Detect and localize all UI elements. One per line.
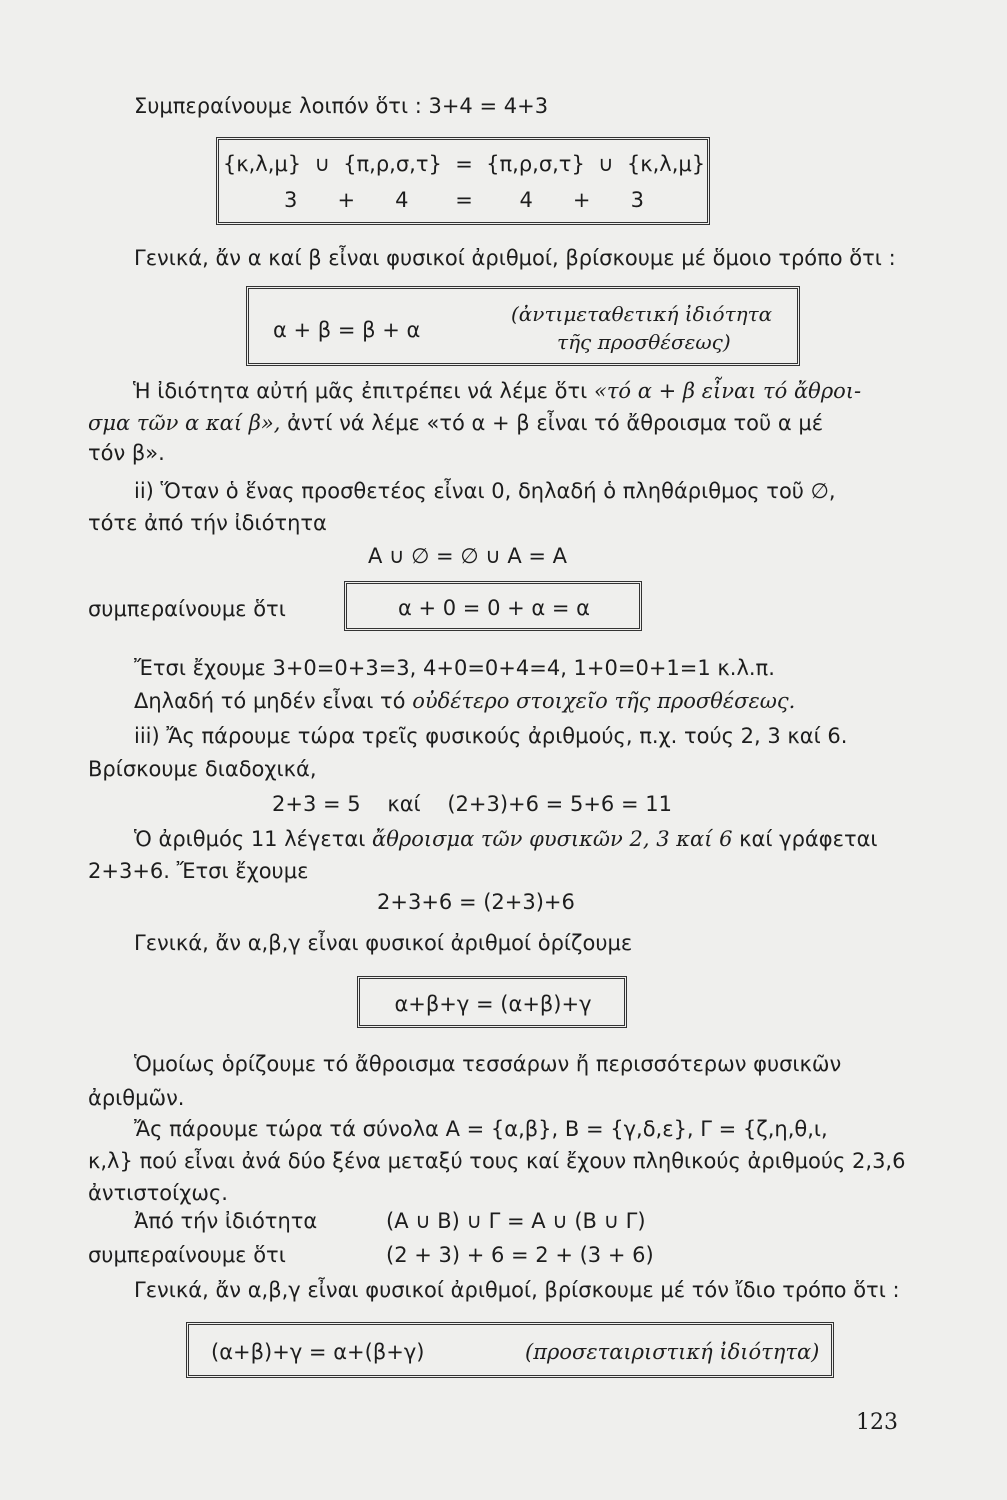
line-3-italic: «τό α + β εἶναι τό ἄθροι-	[593, 379, 862, 403]
associative-formula: (α+β)+γ = α+(β+γ)	[211, 1340, 425, 1364]
line-26: Γενικά, ἄν α,β,γ εἶναι φυσικοί ἀριθμοί, βρίσκουμε μέ τόν ἴδιο τρόπο ὅτι :	[134, 1278, 900, 1302]
line-15-text: Ὁ ἀριθμός 11 λέγεται	[134, 827, 373, 851]
line-19: Ὁμοίως ὁρίζουμε τό ἄθροισμα τεσσάρων ἤ περισσότερων φυσικῶν	[134, 1052, 842, 1076]
line-1: Συμπεραίνουμε λοιπόν ὅτι : 3+4 = 4+3	[134, 94, 549, 118]
line-13: Βρίσκουμε διαδοχικά,	[88, 757, 317, 781]
formula-box-row-numbers: 3 + 4 = 4 + 3	[284, 188, 644, 212]
formula-box-triple-sum	[357, 976, 627, 1028]
line-9: συμπεραίνουμε ὅτι	[88, 597, 286, 621]
line-25-formula: (2 + 3) + 6 = 2 + (3 + 6)	[386, 1243, 654, 1267]
line-23: ἀντιστοίχως.	[88, 1181, 228, 1205]
line-15-italic: ἄθροισμα τῶν φυσικῶν 2, 3 καί 6	[372, 827, 733, 851]
line-20: ἀριθμῶν.	[88, 1086, 185, 1110]
line-4-text: ἀντί νά λέμε «τό α + β εἶναι τό ἄθροισμα τοῦ α μέ	[280, 411, 824, 435]
line-17: 2+3+6 = (2+3)+6	[377, 890, 575, 914]
line-4	[88, 410, 823, 436]
line-24-label: Ἀπό τήν ἰδιότητα	[134, 1209, 318, 1233]
commutative-name-2: τῆς προσθέσεως)	[557, 330, 731, 354]
page-number: 123	[856, 1410, 898, 1435]
line-2: Γενικά, ἄν α καί β εἶναι φυσικοί ἀριθμοί, βρίσκουμε μέ ὅμοιο τρόπο ὅτι :	[134, 246, 896, 270]
line-14: 2+3 = 5 καί (2+3)+6 = 5+6 = 11	[272, 792, 672, 816]
line-15	[134, 826, 878, 852]
line-4-italic: σμα τῶν α καί β»,	[88, 411, 281, 435]
line-21: Ἄς πάρουμε τώρα τά σύνολα A = {α,β}, B = {γ,δ,ε}, Γ = {ζ,η,θ,ι,	[134, 1117, 828, 1141]
formula-box-commutative	[246, 286, 800, 366]
line-11-text: Δηλαδή τό μηδέν εἶναι τό	[134, 689, 413, 713]
zero-formula: α + 0 = 0 + α = α	[397, 596, 591, 620]
line-22: κ,λ} πού εἶναι ἀνά δύο ξένα μεταξύ τους καί ἔχουν πληθικούς ἀριθμούς 2,3,6	[88, 1149, 906, 1173]
line-12: iii) Ἄς πάρουμε τώρα τρεῖς φυσικούς ἀριθμούς, π.χ. τούς 2, 3 καί 6.	[134, 724, 848, 748]
formula-box-sets-example	[216, 137, 710, 225]
line-16: 2+3+6. Ἔτσι ἔχουμε	[88, 859, 309, 883]
triple-sum-formula: α+β+γ = (α+β)+γ	[394, 992, 592, 1016]
line-11	[134, 688, 795, 714]
line-18: Γενικά, ἄν α,β,γ εἶναι φυσικοί ἀριθμοί ὁρίζουμε	[134, 931, 633, 955]
line-10: Ἔτσι ἔχουμε 3+0=0+3=3, 4+0=0+4=4, 1+0=0+1=1 κ.λ.π.	[134, 656, 775, 680]
line-15-end: καί γράφεται	[732, 827, 878, 851]
formula-box-row-sets: {κ,λ,μ} ∪ {π,ρ,σ,τ} = {π,ρ,σ,τ} ∪ {κ,λ,μ}	[222, 152, 706, 176]
line-6: ii) Ὅταν ὁ ἕνας προσθετέος εἶναι 0, δηλαδή ὁ πληθάριθμος τοῦ ∅,	[134, 479, 836, 503]
line-7: τότε ἀπό τήν ἰδιότητα	[88, 511, 327, 535]
formula-box-zero	[344, 581, 642, 631]
line-25-label: συμπεραίνουμε ὅτι	[88, 1243, 286, 1267]
line-3	[133, 378, 861, 404]
line-3-text: Ἡ ἰδιότητα αὐτή μᾶς ἐπιτρέπει νά λέμε ὅτι	[133, 379, 594, 403]
line-8: A ∪ ∅ = ∅ ∪ A = A	[368, 544, 568, 568]
line-24-formula: (A ∪ B) ∪ Γ = A ∪ (B ∪ Γ)	[386, 1209, 646, 1233]
formula-box-associative	[186, 1322, 834, 1378]
commutative-formula: α + β = β + α	[273, 318, 421, 342]
line-11-italic: οὐδέτερο στοιχεῖο τῆς προσθέσεως.	[412, 689, 796, 713]
associative-name: (προσεταιριστική ἰδιότητα)	[525, 1340, 820, 1364]
commutative-name-1: (ἀντιμεταθετική ἰδιότητα	[511, 302, 773, 326]
line-5: τόν β».	[88, 441, 165, 465]
